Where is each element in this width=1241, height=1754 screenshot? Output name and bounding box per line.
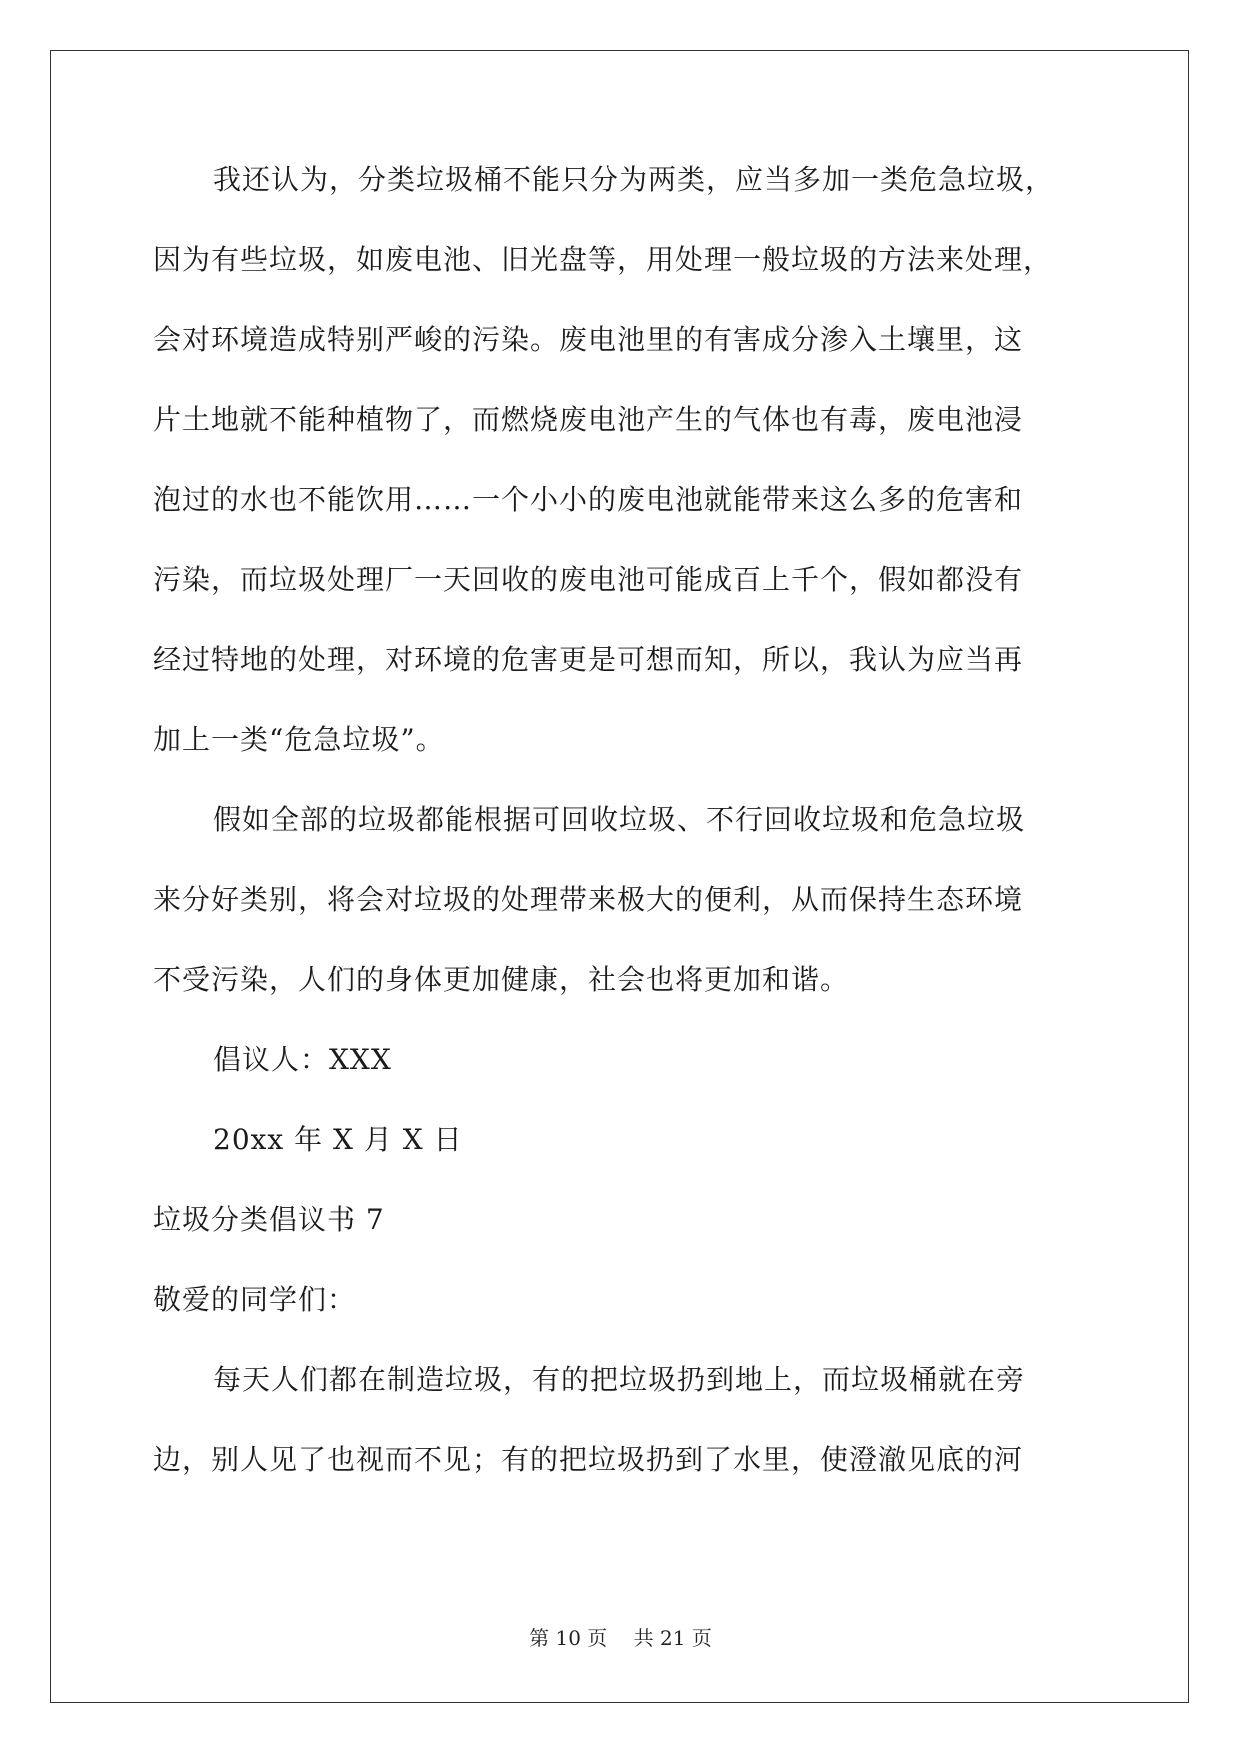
paragraph-line: 因为有些垃圾，如废电池、旧光盘等，用处理一般垃圾的方法来处理， bbox=[153, 243, 1053, 276]
paragraph-line: 片土地就不能种植物了，而燃烧废电池产生的气体也有毒，废电池浸 bbox=[153, 403, 1024, 436]
paragraph-line: 泡过的水也不能饮用……一个小小的废电池就能带来这么多的危害和 bbox=[153, 483, 1024, 516]
date-line: 20xx 年 X 月 X 日 bbox=[213, 1123, 463, 1156]
paragraph-line: 经过特地的处理，对环境的危害更是可想而知，所以，我认为应当再 bbox=[153, 643, 1024, 676]
total-pages: 共 21 页 bbox=[633, 1626, 712, 1650]
document-body bbox=[153, 160, 1093, 1520]
paragraph-line: 边，别人见了也视而不见；有的把垃圾扔到了水里，使澄澈见底的河 bbox=[153, 1443, 1024, 1476]
page-footer bbox=[0, 1625, 1241, 1651]
paragraph-line: 假如全部的垃圾都能根据可回收垃圾、不行回收垃圾和危急垃圾 bbox=[213, 803, 1026, 836]
paragraph-line: 污染，而垃圾处理厂一天回收的废电池可能成百上千个，假如都没有 bbox=[153, 563, 1024, 596]
paragraph-line: 会对环境造成特别严峻的污染。废电池里的有害成分渗入土壤里，这 bbox=[153, 323, 1024, 356]
paragraph-line: 不受污染，人们的身体更加健康，社会也将更加和谐。 bbox=[153, 963, 850, 996]
salutation: 敬爱的同学们： bbox=[153, 1283, 357, 1316]
paragraph-line: 加上一类“危急垃圾”。 bbox=[153, 723, 445, 756]
paragraph-line: 每天人们都在制造垃圾，有的把垃圾扔到地上，而垃圾桶就在旁 bbox=[213, 1363, 1026, 1396]
section-title: 垃圾分类倡议书 7 bbox=[153, 1203, 385, 1236]
paragraph-line: 我还认为，分类垃圾桶不能只分为两类，应当多加一类危急垃圾， bbox=[213, 163, 1055, 196]
paragraph-line: 来分好类别，将会对垃圾的处理带来极大的便利，从而保持生态环境 bbox=[153, 883, 1024, 916]
current-page-number: 第 10 页 bbox=[529, 1626, 608, 1650]
signature-line: 倡议人：XXX bbox=[213, 1043, 392, 1076]
